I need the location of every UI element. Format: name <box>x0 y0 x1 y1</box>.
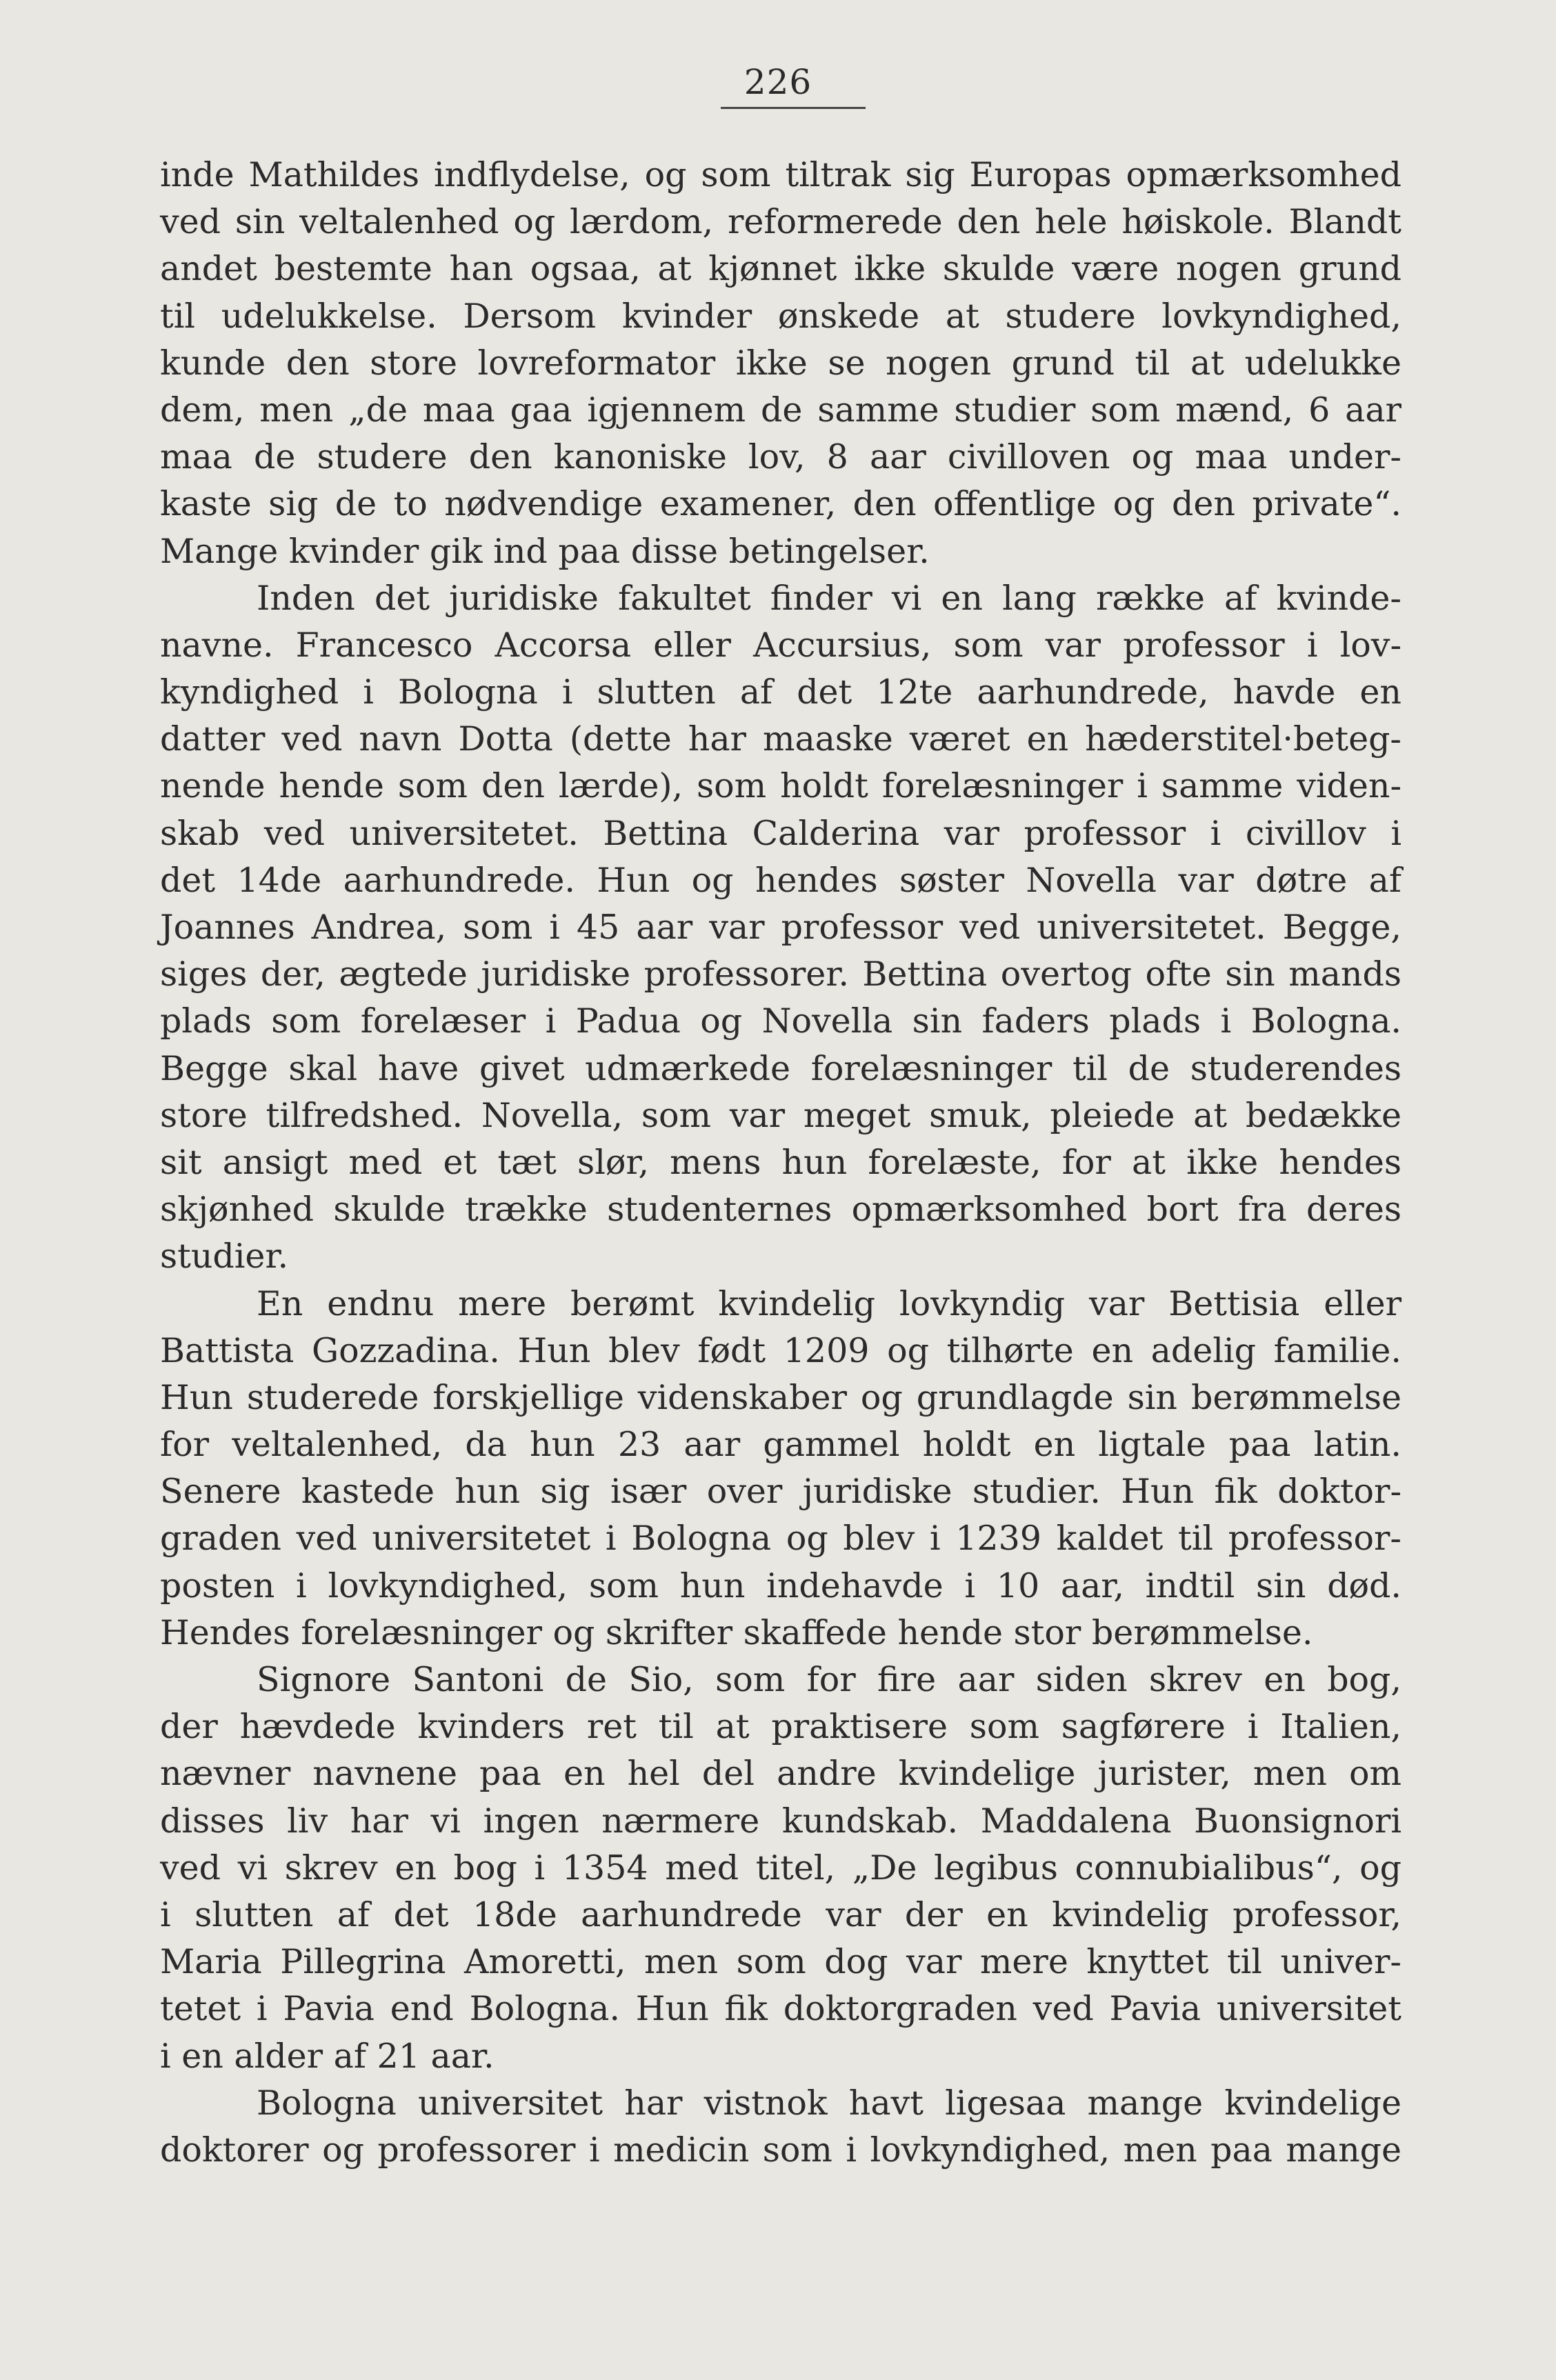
text-line: kyndighed i Bologna i slutten af det 12te aarhundrede, havde en <box>160 672 1402 712</box>
text-line: andet bestemte han ogsaa, at kjønnet ikke skulde være nogen grund <box>160 249 1402 289</box>
text-line: disses liv har vi ingen nærmere kundskab. Maddalena Buonsignori <box>160 1801 1402 1841</box>
text-line: nende hende som den lærde), som holdt forelæsninger i samme viden- <box>160 766 1402 806</box>
text-line: Mange kvinder gik ind paa disse betingelser. <box>160 531 930 571</box>
text-line: Inden det juridiske fakultet finder vi en lang række af kvinde- <box>257 578 1402 618</box>
text-line: Hendes forelæsninger og skrifter skaffede hende stor berømmelse. <box>160 1612 1313 1652</box>
header-rule <box>721 107 866 109</box>
text-line: der hævdede kvinders ret til at praktisere som sagførere i Italien, <box>160 1707 1402 1747</box>
text-line: datter ved navn Dotta (dette har maaske været en hæderstitel·beteg- <box>160 719 1402 759</box>
text-line: inde Mathildes indflydelse, og som tiltrak sig Europas opmærksomhed <box>160 155 1402 194</box>
text-line: Maria Pillegrina Amoretti, men som dog var mere knyttet til univer- <box>160 1942 1402 1982</box>
text-line: i slutten af det 18de aarhundrede var der en kvindelig professor, <box>160 1894 1402 1934</box>
text-line: nævner navnene paa en hel del andre kvindelige jurister, men om <box>160 1754 1402 1794</box>
text-line: studier. <box>160 1237 289 1277</box>
text-line: kaste sig de to nødvendige examener, den offentlige og den private“. <box>160 484 1402 524</box>
text-line: plads som forelæser i Padua og Novella sin faders plads i Bologna. <box>160 1001 1402 1041</box>
text-line: for veltalenhed, da hun 23 aar gammel holdt en ligtale paa latin. <box>160 1425 1402 1465</box>
text-line: dem, men „de maa gaa igjennem de samme studier som mænd, 6 aar <box>160 390 1402 430</box>
text-line: posten i lovkyndighed, som hun indehavde i 10 aar, indtil sin død. <box>160 1566 1402 1606</box>
body-text <box>160 152 1402 2174</box>
text-line: skjønhed skulde trække studenternes opmærksomhed bort fra deres <box>160 1190 1402 1230</box>
text-line: maa de studere den kanoniske lov, 8 aar civilloven og maa under- <box>160 437 1402 477</box>
text-line: Bologna universitet har vistnok havt ligesaa mange kvindelige <box>257 2083 1402 2123</box>
text-line: i en alder af 21 aar. <box>160 2036 495 2076</box>
text-line: Senere kastede hun sig især over juridiske studier. Hun fik doktor- <box>160 1472 1402 1512</box>
text-line: Begge skal have givet udmærkede forelæsninger til de studerendes <box>160 1048 1402 1088</box>
text-line: ved vi skrev en bog i 1354 med titel, „De legibus connubialibus“, og <box>160 1848 1402 1888</box>
text-line: ved sin veltalenhed og lærdom, reformerede den hele høiskole. Blandt <box>160 202 1402 242</box>
text-line: Hun studerede forskjellige videnskaber og grundlagde sin berømmelse <box>160 1377 1402 1417</box>
text-line: navne. Francesco Accorsa eller Accursius, som var professor i lov- <box>160 625 1402 665</box>
text-line: graden ved universitetet i Bologna og blev i 1239 kaldet til professor- <box>160 1519 1402 1559</box>
text-line: Signore Santoni de Sio, som for fire aar siden skrev en bog, <box>257 1660 1402 1699</box>
text-line: kunde den store lovreformator ikke se nogen grund til at udelukke <box>160 343 1402 383</box>
text-line: siges der, ægtede juridiske professorer. Bettina overtog ofte sin mands <box>160 954 1402 994</box>
text-line: Joannes Andrea, som i 45 aar var professor ved universitetet. Begge, <box>160 908 1402 947</box>
text-line: sit ansigt med et tæt slør, mens hun forelæste, for at ikke hendes <box>160 1142 1402 1182</box>
page-number: 226 <box>744 62 812 102</box>
text-line: tetet i Pavia end Bologna. Hun fik doktorgraden ved Pavia universitet <box>160 1989 1402 2029</box>
text-line: det 14de aarhundrede. Hun og hendes søster Novella var døtre af <box>160 860 1402 900</box>
text-line: doktorer og professorer i medicin som i lovkyndighed, men paa mange <box>160 2130 1402 2170</box>
text-line: En endnu mere berømt kvindelig lovkyndig var Bettisia eller <box>257 1283 1402 1323</box>
text-line: store tilfredshed. Novella, som var meget smuk, pleiede at bedække <box>160 1095 1402 1135</box>
text-line: Battista Gozzadina. Hun blev født 1209 og tilhørte en adelig familie. <box>160 1330 1402 1370</box>
text-line: skab ved universitetet. Bettina Calderina var professor i civillov i <box>160 813 1402 853</box>
text-line: til udelukkelse. Dersom kvinder ønskede at studere lovkyndighed, <box>160 296 1402 336</box>
